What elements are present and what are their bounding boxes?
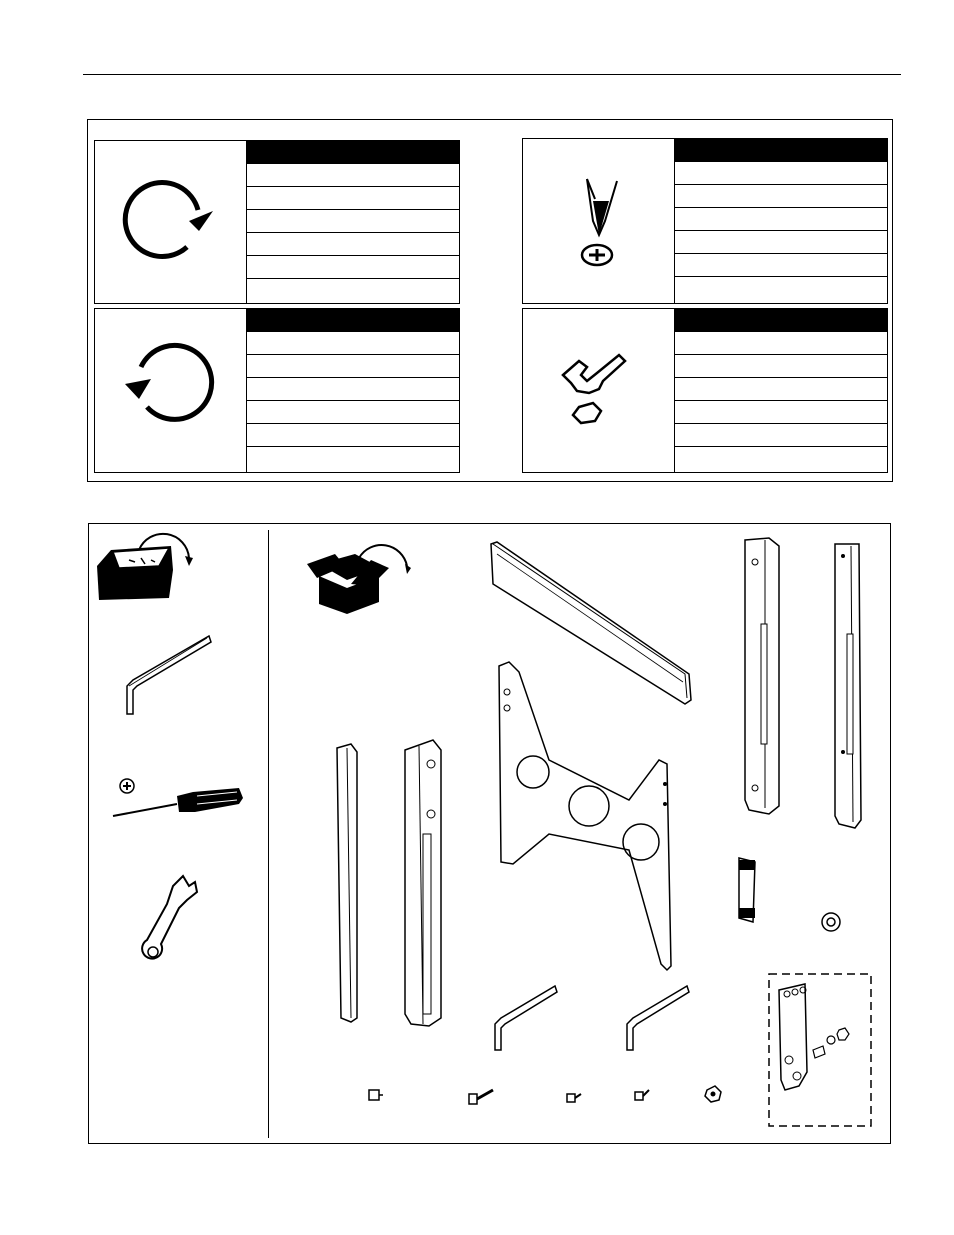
screw-icon — [567, 1094, 581, 1102]
hex-key-icon — [495, 986, 557, 1050]
legend-tighten-header — [247, 141, 459, 163]
vertical-column-icon — [745, 538, 779, 814]
bolt-icon — [469, 1090, 493, 1104]
clip-bracket-icon — [739, 858, 755, 922]
legend-screwdriver — [522, 138, 888, 304]
table-row — [247, 354, 459, 377]
table-row — [247, 377, 459, 400]
table-row — [247, 209, 459, 232]
counterclockwise-arrow-icon — [95, 309, 247, 472]
table-row — [247, 232, 459, 255]
spacer-icon — [822, 913, 840, 931]
table-row — [247, 446, 459, 469]
parts-illustration — [89, 524, 892, 1145]
legend-loosen — [94, 308, 460, 473]
table-row — [675, 446, 887, 469]
legend-frame — [87, 119, 893, 482]
clockwise-arrow-icon — [95, 141, 247, 303]
table-row — [675, 423, 887, 446]
table-row — [247, 423, 459, 446]
hex-key-icon — [627, 986, 689, 1050]
table-row — [675, 230, 887, 253]
legend-screwdriver-header — [675, 139, 887, 161]
table-row — [247, 331, 459, 354]
table-row — [675, 400, 887, 423]
legend-wrench — [522, 308, 888, 473]
table-row — [247, 400, 459, 423]
combination-wrench-icon — [142, 876, 197, 959]
vertical-bracket-icon — [337, 744, 357, 1022]
phillips-screwdriver-icon — [113, 779, 243, 816]
table-row — [247, 163, 459, 186]
table-row — [675, 253, 887, 276]
table-row — [675, 354, 887, 377]
table-row — [675, 161, 887, 184]
legend-wrench-header — [675, 309, 887, 331]
nut-icon — [705, 1086, 721, 1102]
open-end-wrench-icon — [523, 309, 675, 472]
table-row — [247, 186, 459, 209]
table-row — [247, 255, 459, 278]
legend-tighten — [94, 140, 460, 304]
safety-bracket-kit-icon — [769, 974, 871, 1126]
screw-icon — [635, 1090, 649, 1100]
header-rule — [83, 74, 901, 75]
screw-icon — [369, 1090, 383, 1100]
table-row — [675, 207, 887, 230]
table-row — [247, 278, 459, 301]
table-row — [675, 184, 887, 207]
open-box-icon — [307, 545, 411, 614]
hex-key-icon — [127, 636, 211, 714]
vertical-column-icon — [835, 544, 861, 828]
phillips-screwdriver-icon — [523, 139, 675, 303]
legend-loosen-header — [247, 309, 459, 331]
toolbox-icon — [97, 534, 193, 600]
table-row — [675, 331, 887, 354]
vertical-bracket-icon — [405, 740, 441, 1026]
adapter-plate-icon — [499, 662, 671, 970]
table-row — [675, 276, 887, 299]
parts-frame — [88, 523, 891, 1144]
table-row — [675, 377, 887, 400]
